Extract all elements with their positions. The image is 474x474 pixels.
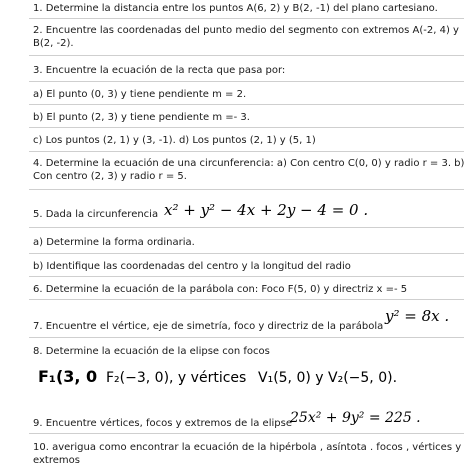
divider	[29, 227, 464, 228]
parabola-equation: y² = 8x .	[385, 307, 450, 325]
question-5a: a) Determine la forma ordinaria.	[33, 237, 195, 248]
question-1: 1. Determine la distancia entre los puntos A(6, 2) y B(2, -1) del plano cartesiano.	[33, 3, 438, 14]
divider	[29, 151, 464, 152]
divider	[29, 127, 464, 128]
divider	[29, 253, 464, 254]
question-5b: b) Identifique las coordenadas del centro y la longitud del radio	[33, 261, 351, 272]
question-2: 2. Encuentre las coordenadas del punto medio del segmento con extremos A(-2, 4) y B(2, -2).	[33, 25, 459, 49]
divider	[29, 18, 464, 19]
divider	[29, 299, 464, 300]
question-10: 10. averigua como encontrar la ecuación de la hipérbola , asíntota . focos , vértices y extremos	[33, 442, 462, 466]
question-3c-3d: c) Los puntos (2, 1) y (3, -1). d) Los puntos (2, 1) y (5, 1)	[33, 135, 316, 146]
divider	[29, 104, 464, 105]
question-8: 8. Determine la ecuación de la elipse con focos	[33, 346, 270, 357]
divider	[29, 189, 464, 190]
question-3b: b) El punto (2, 3) y tiene pendiente m =- 3.	[33, 112, 250, 123]
ellipse-vertices: V₁(5, 0) y V₂(−5, 0).	[258, 370, 398, 386]
divider	[29, 337, 464, 338]
question-3: 3. Encuentre la ecuación de la recta que pasa por:	[33, 65, 286, 76]
divider	[29, 276, 464, 277]
ellipse-equation: 25x² + 9y² = 225 .	[290, 410, 421, 426]
divider	[29, 55, 464, 56]
question-3a: a) El punto (0, 3) y tiene pendiente m = 2.	[33, 89, 247, 100]
ellipse-foci-part2: F₂(−3, 0), y vértices	[106, 370, 247, 386]
question-7: 7. Encuentre el vértice, eje de simetría, foco y directriz de la parábola	[33, 321, 384, 332]
circle-equation: x² + y² − 4x + 2y − 4 = 0 .	[164, 201, 369, 219]
question-4: 4. Determine la ecuación de una circunferencia: a) Con centro C(0, 0) y radio r = 3. b) Con centro (2, 3) y radio r = 5.	[33, 158, 465, 182]
divider	[29, 433, 464, 434]
ellipse-foci-part1: F₁(3, 0	[38, 367, 98, 386]
question-6: 6. Determine la ecuación de la parábola con: Foco F(5, 0) y directriz x =- 5	[33, 284, 408, 295]
question-5: 5. Dada la circunferencia	[33, 209, 159, 220]
divider	[29, 81, 464, 82]
question-9: 9. Encuentre vértices, focos y extremos de la elipse	[33, 418, 292, 429]
